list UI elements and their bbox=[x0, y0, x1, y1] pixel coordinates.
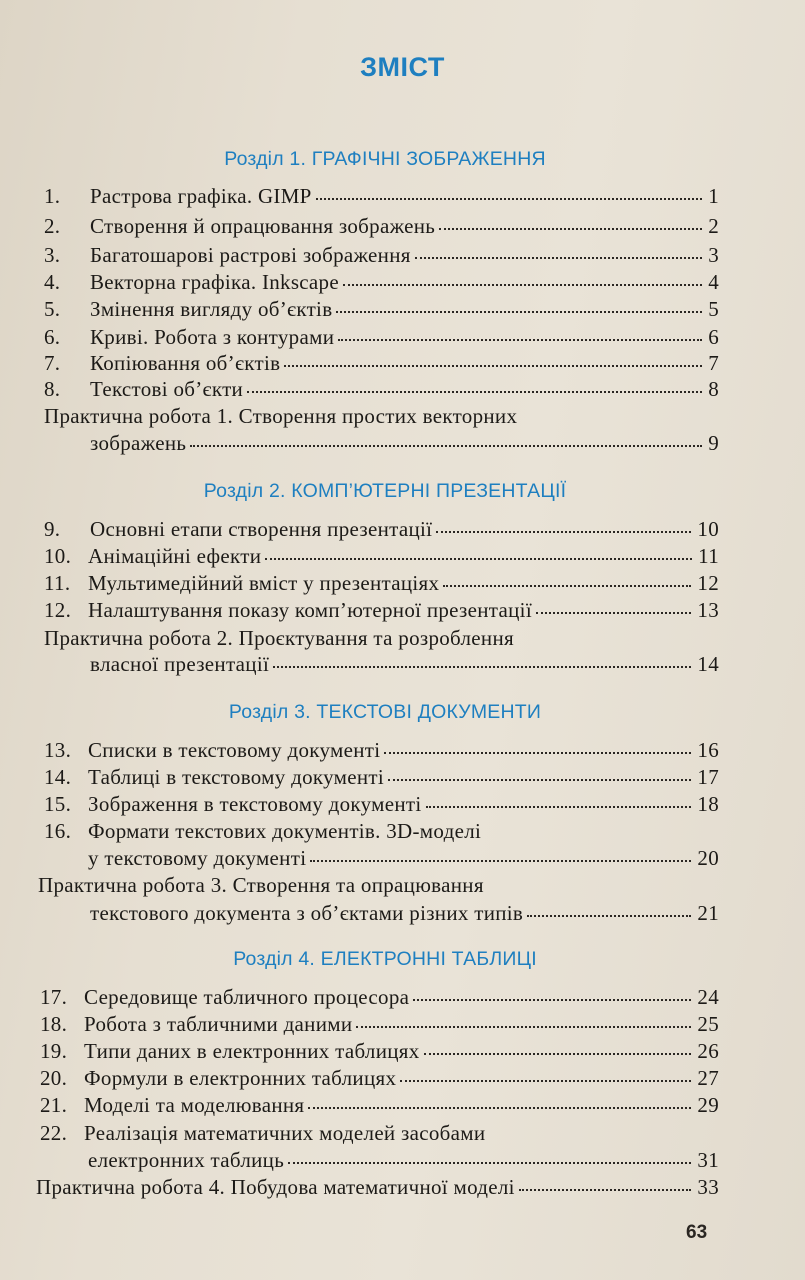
entry-title: Робота з табличними даними bbox=[84, 1012, 353, 1036]
entry-number: 5. bbox=[44, 297, 61, 321]
entry-page: 5 bbox=[708, 297, 719, 321]
entry-page: 3 bbox=[708, 243, 719, 267]
practical-work-3-title[interactable]: Практична робота 3. Створення та опрацювання bbox=[38, 873, 484, 897]
toc-entry-18[interactable] bbox=[40, 1012, 719, 1042]
entry-title: власної презентації bbox=[90, 652, 270, 676]
dot-leader bbox=[265, 557, 692, 560]
dot-leader bbox=[439, 227, 702, 230]
entry-title: Створення й опрацювання зображень bbox=[90, 214, 436, 238]
entry-page: 24 bbox=[697, 985, 719, 1009]
dot-leader bbox=[415, 256, 702, 259]
entry-number: 14. bbox=[44, 765, 72, 789]
entry-page: 21 bbox=[697, 901, 719, 925]
entry-page: 10 bbox=[697, 517, 719, 541]
page-title: ЗМІСТ bbox=[360, 52, 445, 82]
entry-number: 7. bbox=[44, 351, 61, 375]
entry-page: 4 bbox=[708, 270, 719, 294]
entry-page: 27 bbox=[697, 1066, 719, 1090]
dot-leader bbox=[288, 1161, 691, 1164]
dot-leader bbox=[284, 364, 702, 367]
entry-number: 22. bbox=[40, 1121, 68, 1145]
page-number: 63 bbox=[686, 1222, 708, 1243]
toc-entry-12[interactable] bbox=[44, 598, 719, 628]
entry-title: Формати текстових документів. 3D-моделі bbox=[88, 819, 482, 843]
toc-entry-4[interactable] bbox=[44, 270, 719, 300]
entry-title: Практична робота 4. Побудова математичної моделі bbox=[36, 1175, 515, 1199]
practical-work-2-entry[interactable] bbox=[90, 652, 719, 682]
dot-leader bbox=[336, 310, 702, 313]
entry-page: 13 bbox=[697, 598, 719, 622]
entry-number: 20. bbox=[40, 1066, 68, 1090]
toc-entry-16[interactable] bbox=[88, 846, 719, 876]
entry-title: Мультимедійний вміст у презентаціях bbox=[88, 571, 440, 595]
entry-number: 17. bbox=[40, 985, 68, 1009]
entry-number: 16. bbox=[44, 819, 72, 843]
entry-number: 19. bbox=[40, 1039, 68, 1063]
entry-title: текстового документа з об’єктами різних типів bbox=[90, 901, 524, 925]
entry-title: Зображення в текстовому документі bbox=[88, 792, 422, 816]
entry-number: 11. bbox=[44, 571, 71, 595]
dot-leader bbox=[426, 805, 692, 808]
entry-page: 16 bbox=[697, 738, 719, 762]
entry-page: 1 bbox=[708, 184, 719, 208]
entry-number: 8. bbox=[44, 377, 61, 401]
entry-title: зображень bbox=[90, 431, 187, 455]
toc-entry-17[interactable] bbox=[40, 985, 719, 1015]
entry-title: Багатошарові растрові зображення bbox=[90, 243, 411, 267]
dot-leader bbox=[384, 751, 691, 754]
entry-page: 11 bbox=[698, 544, 719, 568]
dot-leader bbox=[424, 1052, 692, 1055]
toc-entry-16-title[interactable] bbox=[44, 819, 481, 849]
dot-leader bbox=[436, 530, 691, 533]
toc-entry-20[interactable] bbox=[40, 1066, 719, 1096]
toc-entry-22[interactable] bbox=[88, 1148, 719, 1178]
entry-page: 17 bbox=[697, 765, 719, 789]
section-heading-3: Розділ 3. ТЕКСТОВІ ДОКУМЕНТИ bbox=[228, 701, 542, 723]
dot-leader bbox=[308, 1106, 691, 1109]
entry-title: Типи даних в електронних таблицях bbox=[84, 1039, 420, 1063]
entry-number: 13. bbox=[44, 738, 72, 762]
toc-entry-21[interactable] bbox=[40, 1093, 719, 1123]
entry-page: 18 bbox=[697, 792, 719, 816]
entry-number: 18. bbox=[40, 1012, 68, 1036]
entry-title: Середовище табличного процесора bbox=[84, 985, 410, 1009]
entry-page: 26 bbox=[697, 1039, 719, 1063]
dot-leader bbox=[356, 1025, 691, 1028]
entry-page: 2 bbox=[708, 214, 719, 238]
dot-leader bbox=[343, 283, 702, 286]
entry-number: 9. bbox=[44, 517, 61, 541]
dot-leader bbox=[443, 584, 691, 587]
entry-page: 8 bbox=[708, 377, 719, 401]
entry-number: 10. bbox=[44, 544, 72, 568]
toc-entry-11[interactable] bbox=[44, 571, 719, 601]
entry-title: Копіювання об’єктів bbox=[90, 351, 281, 375]
toc-entry-2[interactable] bbox=[44, 214, 719, 244]
entry-title: Налаштування показу комп’ютерної презентації bbox=[88, 598, 532, 622]
entry-number: 12. bbox=[44, 598, 72, 622]
toc-entry-3[interactable] bbox=[44, 243, 719, 273]
dot-leader bbox=[413, 998, 691, 1001]
practical-work-1-title[interactable]: Практична робота 1. Створення простих векторних bbox=[44, 404, 518, 428]
dot-leader bbox=[527, 914, 691, 917]
toc-entry-8[interactable] bbox=[44, 377, 719, 407]
dot-leader bbox=[400, 1079, 691, 1082]
dot-leader bbox=[388, 778, 691, 781]
section-heading-1: Розділ 1. ГРАФІЧНІ ЗОБРАЖЕННЯ bbox=[224, 148, 546, 170]
practical-work-4-entry[interactable] bbox=[36, 1175, 719, 1205]
entry-title: Анімаційні ефекти bbox=[88, 544, 262, 568]
toc-entry-14[interactable] bbox=[44, 765, 719, 795]
entry-page: 12 bbox=[697, 571, 719, 595]
entry-title: Формули в електронних таблицях bbox=[84, 1066, 397, 1090]
entry-page: 31 bbox=[697, 1148, 719, 1172]
entry-title: Реалізація математичних моделей засобами bbox=[84, 1121, 486, 1145]
section-heading-4: Розділ 4. ЕЛЕКТРОННІ ТАБЛИЦІ bbox=[233, 948, 537, 970]
entry-number: 3. bbox=[44, 243, 61, 267]
toc-entry-9[interactable] bbox=[44, 517, 719, 547]
entry-title: Змінення вигляду об’єктів bbox=[90, 297, 333, 321]
entry-title: Векторна графіка. Inkscape bbox=[90, 270, 339, 294]
dot-leader bbox=[536, 611, 691, 614]
dot-leader bbox=[338, 338, 702, 341]
entry-title: Текстові об’єкти bbox=[90, 377, 244, 401]
entry-page: 6 bbox=[708, 325, 719, 349]
toc-entry-1[interactable] bbox=[44, 184, 719, 214]
entry-number: 1. bbox=[44, 184, 61, 208]
toc-entry-13[interactable] bbox=[44, 738, 719, 768]
entry-title: Основні етапи створення презентації bbox=[90, 517, 433, 541]
toc-entry-5[interactable] bbox=[44, 297, 719, 327]
dot-leader bbox=[316, 197, 703, 200]
entry-page: 7 bbox=[708, 351, 719, 375]
practical-work-3-entry[interactable] bbox=[90, 901, 719, 931]
toc-entry-15[interactable] bbox=[44, 792, 719, 822]
toc-entry-22-title[interactable] bbox=[40, 1121, 485, 1151]
entry-title: Криві. Робота з контурами bbox=[90, 325, 335, 349]
entry-page: 29 bbox=[697, 1093, 719, 1117]
entry-title: Растрова графіка. GIMP bbox=[90, 184, 312, 208]
dot-leader bbox=[247, 390, 702, 393]
entry-title: Таблиці в текстовому документі bbox=[88, 765, 384, 789]
entry-number: 15. bbox=[44, 792, 72, 816]
entry-title: Списки в текстовому документі bbox=[88, 738, 381, 762]
toc-entry-19[interactable] bbox=[40, 1039, 719, 1069]
entry-page: 9 bbox=[708, 431, 719, 455]
dot-leader bbox=[273, 665, 691, 668]
entry-number: 2. bbox=[44, 214, 61, 238]
entry-title-continued: у текстовому документі bbox=[88, 846, 307, 870]
practical-work-2-title[interactable]: Практична робота 2. Проєктування та розроблення bbox=[44, 626, 514, 650]
entry-page: 25 bbox=[697, 1012, 719, 1036]
practical-work-1-entry[interactable] bbox=[90, 431, 719, 461]
entry-page: 14 bbox=[697, 652, 719, 676]
dot-leader bbox=[310, 859, 691, 862]
entry-title: Моделі та моделювання bbox=[84, 1093, 305, 1117]
dot-leader bbox=[519, 1188, 692, 1191]
toc-entry-10[interactable] bbox=[44, 544, 719, 574]
entry-number: 21. bbox=[40, 1093, 68, 1117]
entry-title-continued: електронних таблиць bbox=[88, 1148, 285, 1172]
section-heading-2: Розділ 2. КОМП’ЮТЕРНІ ПРЕЗЕНТАЦІЇ bbox=[203, 480, 567, 502]
dot-leader bbox=[190, 444, 702, 447]
entry-number: 4. bbox=[44, 270, 61, 294]
entry-page: 33 bbox=[697, 1175, 719, 1199]
entry-page: 20 bbox=[697, 846, 719, 870]
entry-number: 6. bbox=[44, 325, 61, 349]
